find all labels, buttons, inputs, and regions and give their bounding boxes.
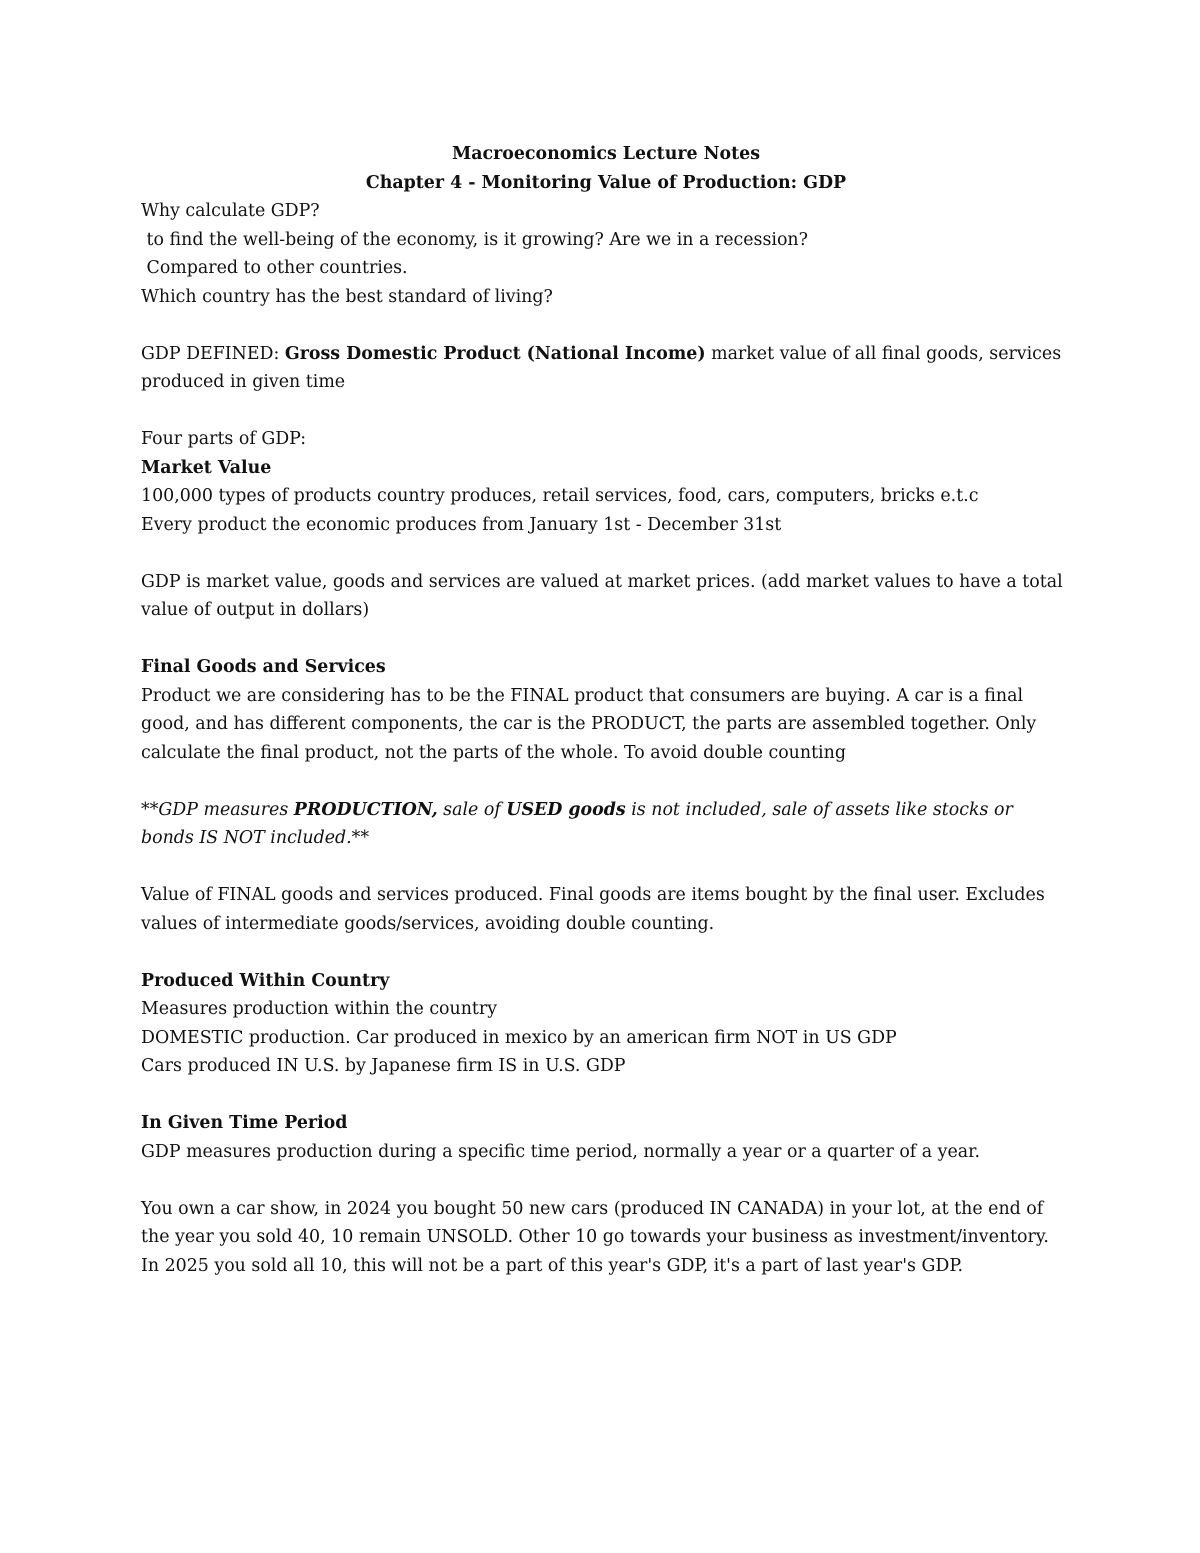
produced-within-line-2: DOMESTIC production. Car produced in mexico by an american firm NOT in US GDP [141,1027,897,1048]
note-stars-start: ** [141,799,159,820]
spacer [141,938,1071,967]
document-title: Macroeconomics Lecture Notes [451,144,761,164]
definition-rest: market value of all final goods, services produced in given time [141,343,1062,392]
gdp-definition [141,340,1071,397]
produced-within-line-3: Cars produced IN U.S. by Japanese firm IS in U.S. GDP [141,1056,626,1076]
note-text-c: sale of [437,799,507,820]
spacer [141,311,1071,340]
definition-term: Gross Domestic Product (National Income) [284,343,706,364]
document-content [141,140,1071,1280]
produced-within-line-1: Measures production within the country [141,999,498,1019]
car-show-example: You own a car show, in 2024 you bought 50 new cars (produced IN CANADA) in your lot, at the end of the year you sold 40, 10 remain UNSOLD. Other 10 go towards your business as investment/inventory. In 2025 you sold all 10, this will not be a part of this year's GDP, it's a part of last year's GDP. [141,1198,1049,1276]
intro-line-1: to find the well-being of the economy, is it growing? Are we in a recession? [141,229,808,250]
spacer [141,1081,1071,1110]
market-value-line-2: Every product the economic produces from January 1st - December 31st [141,514,782,535]
spacer [141,767,1071,796]
note-text-e: is not included, sale of assets like stocks or bonds IS NOT included. [141,799,1013,848]
definition-prefix: GDP DEFINED: [141,343,285,364]
spacer [141,1166,1071,1195]
intro-line-3: Which country has the best standard of living? [141,286,553,307]
parts-intro: Four parts of GDP: [141,429,307,449]
market-value-line-1: 100,000 types of products country produces, retail services, food, cars, computers, bricks e.t.c [141,486,979,506]
spacer [141,853,1071,882]
spacer [141,625,1071,654]
spacer [141,397,1071,426]
produced-within-heading: Produced Within Country [141,970,390,991]
intro-question: Why calculate GDP? [141,201,320,221]
production-note [141,796,1071,853]
chapter-title: Chapter 4 - Monitoring Value of Production: GDP [365,172,847,193]
time-period-line-1: GDP measures production during a specific time period, normally a year or a quarter of a year. [141,1141,981,1162]
intro-line-2: Compared to other countries. [141,258,408,278]
final-goods-paragraph: Product we are considering has to be the FINAL product that consumers are buying. A car is a final good, and has different components, the car is the PRODUCT, the parts are assembled together. Only calculate the final product, not the parts of the whole. To avoid double counting [141,685,1037,763]
market-value-paragraph: GDP is market value, goods and services are valued at market prices. (add market values to have a total value of output in dollars) [141,571,1063,620]
market-value-heading: Market Value [141,457,272,478]
final-goods-paragraph-2: Value of FINAL goods and services produced. Final goods are items bought by the final user. Excludes values of intermediate goods/services, avoiding double counting. [141,885,1045,934]
note-text-a: GDP measures [158,799,294,820]
time-period-heading: In Given Time Period [141,1113,348,1133]
note-used-goods: USED goods [506,799,626,820]
final-goods-heading: Final Goods and Services [141,657,386,677]
note-production: PRODUCTION, [293,799,438,820]
note-stars-end: ** [351,828,370,848]
spacer [141,539,1071,568]
